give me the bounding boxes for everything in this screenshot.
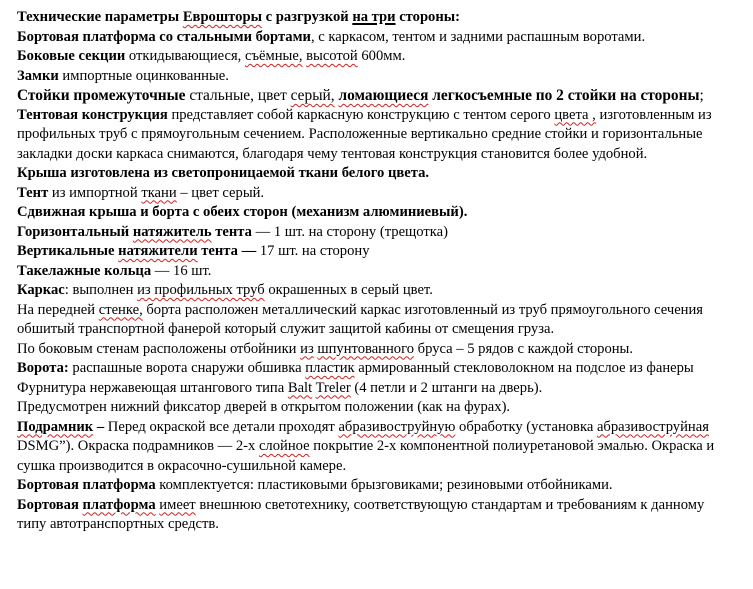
spellcheck-word: имеет — [159, 496, 196, 513]
spellcheck-word: натяжители — [118, 243, 198, 259]
spellcheck-word: ломающиеся — [338, 87, 429, 104]
spellcheck-word: стенке, — [98, 301, 143, 318]
body-text: покрытие 2-х компонентной полиуретановой эмалью. Окраска и сушка производится в окрасочно-сушильной камере. — [17, 438, 715, 474]
body-text: Предусмотрен нижний фиксатор дверей в открытом положении (как на фурах). — [17, 399, 511, 415]
body-text: 600мм. — [357, 48, 406, 64]
paragraph-horizontal-tensioner — [17, 223, 737, 243]
body-text: По боковым стенам расположены отбойники — [17, 340, 301, 357]
body-text: бруса – 5 рядов с каждой стороны. — [414, 340, 634, 357]
paragraph-subframe — [17, 418, 737, 477]
bold-term: Стойки промежуточные — [17, 87, 186, 104]
document-body — [17, 8, 737, 535]
body-text: армированный стекловолокном на подслое из фанеры — [354, 360, 694, 376]
spellcheck-word: пластик — [305, 360, 355, 376]
body-text: На передней — [17, 301, 99, 318]
body-text: борта расположен металлический каркас изготовленный из труб прямоугольного сечения обшитый транспортной фанерой который служит защитой кабины от смещения груза. — [17, 301, 704, 337]
spellcheck-word: серый, — [290, 87, 335, 104]
body-text: обработку (установка — [455, 418, 597, 435]
paragraph-front-wall — [17, 301, 737, 340]
bold-term: Бортовая платформа — [17, 477, 156, 493]
body-text: DSMG”). Окраска подрамников — 2-х — [17, 438, 259, 454]
body-text: — 1 шт. на сторону (трещотка) — [251, 223, 448, 240]
spellcheck-word: съёмные, — [244, 48, 303, 64]
body-text: внешнюю светотехнику, соответствующую стандартам и требованиям к данному типу автотранспортных средств. — [17, 496, 705, 532]
paragraph-side-sections — [17, 47, 737, 67]
bold-term: Вертикальные — [17, 243, 119, 259]
body-text: из импортной — [48, 184, 142, 201]
paragraph-tent — [17, 184, 737, 204]
body-text: представляет собой каркасную конструкцию с тентом серого — [167, 106, 555, 123]
spellcheck-word: абразивоструйную — [338, 418, 456, 435]
paragraph-platform-lights — [17, 496, 737, 535]
spellcheck-word: высотой — [306, 48, 358, 64]
paragraph-locks — [17, 67, 737, 87]
spellcheck-word: Еврошторы — [182, 9, 262, 25]
body-text: изготовленным из профильных труб с прямоугольным сечением. Расположенные вертикально средние стойки и горизонтальные закладки доски каркаса снимаются, благодаря чему тентовая конструкция становится более удобной. — [17, 106, 712, 162]
heading-text: с разгрузкой — [261, 9, 353, 25]
spellcheck-word: платформа — [82, 496, 156, 513]
body-text: : выполнен — [64, 282, 138, 298]
bold-term: легкосъемные по 2 стойки на стороны — [428, 87, 700, 104]
body-text: распашные ворота снаружи обшивка — [68, 360, 306, 376]
paragraph-hardware — [17, 379, 737, 399]
paragraph-vertical-tensioners — [17, 242, 737, 262]
paragraph-roof — [17, 164, 737, 184]
bold-term: Тентовая конструкция — [17, 106, 168, 123]
paragraph-door-latch — [17, 398, 737, 418]
spellcheck-word: Подрамник — [17, 418, 94, 435]
bold-term: Такелажные кольца — [17, 262, 152, 279]
body-text: (4 петли и 2 штанги на дверь). — [350, 379, 543, 396]
spellcheck-word: ткани — [141, 184, 177, 201]
spellcheck-word: натяжитель — [132, 223, 212, 240]
heading-text: стороны: — [395, 9, 461, 25]
spellcheck-word: Balt — [287, 379, 313, 396]
heading-text: Технические параметры — [17, 9, 183, 25]
bold-term: Крыша изготовлена из светопроницаемой ткани белого цвета. — [17, 165, 430, 181]
bold-term: тента — — [197, 243, 257, 259]
bold-term: Тент — [17, 184, 49, 201]
body-text: откидывающиеся, — [125, 48, 245, 64]
body-text: — 16 шт. — [151, 262, 212, 279]
paragraph-platform-equipment — [17, 476, 737, 496]
spellcheck-word: из профильных труб — [137, 282, 265, 298]
bold-term: Бортовая — [17, 496, 83, 513]
paragraph-tech-params-title — [17, 8, 737, 28]
body-text: ; — [699, 87, 704, 104]
paragraph-sliding-roof — [17, 203, 737, 223]
body-text: импортные оцинкованные. — [58, 67, 229, 84]
underlined-text: на три — [352, 9, 396, 25]
spellcheck-word: шпунтованного — [317, 340, 415, 357]
spellcheck-word: из — [300, 340, 314, 357]
bold-term: – — [93, 418, 105, 435]
body-text: , с каркасом, тентом и задними распашным воротами. — [310, 28, 646, 45]
bold-term: Замки — [17, 67, 59, 84]
paragraph-tent-construction — [17, 106, 737, 165]
spellcheck-word: слойное — [258, 438, 310, 454]
bold-term: Бортовая платформа со стальными бортами — [17, 28, 311, 45]
body-text: Перед окраской все детали проходят — [104, 418, 339, 435]
body-text: Фурнитура нержавеющая штангового типа — [17, 379, 288, 396]
bold-term: Сдвижная крыша и борта с обеих сторон (механизм алюминиевый). — [17, 204, 468, 220]
paragraph-gates — [17, 359, 737, 379]
paragraph-frame — [17, 281, 737, 301]
paragraph-rigging-rings — [17, 262, 737, 282]
spellcheck-word: Treler — [315, 379, 351, 396]
spellcheck-word: цвета , — [554, 106, 596, 123]
paragraph-side-bumpers — [17, 340, 737, 360]
paragraph-stanchions — [17, 86, 737, 106]
bold-term: тента — [211, 223, 252, 240]
spellcheck-word: абразивоструйная — [596, 418, 709, 435]
body-text: – цвет серый. — [176, 184, 265, 201]
body-text: комплектуется: пластиковыми брызговиками; резиновыми отбойниками. — [155, 477, 613, 493]
body-text: 17 шт. на сторону — [256, 243, 370, 259]
bold-term: Ворота: — [17, 360, 69, 376]
bold-term: Боковые секции — [17, 48, 126, 64]
paragraph-platform — [17, 28, 737, 48]
body-text: окрашенных в серый цвет. — [264, 282, 433, 298]
body-text: стальные, цвет — [185, 87, 291, 104]
bold-term: Каркас — [17, 282, 65, 298]
bold-term: Горизонтальный — [17, 223, 133, 240]
